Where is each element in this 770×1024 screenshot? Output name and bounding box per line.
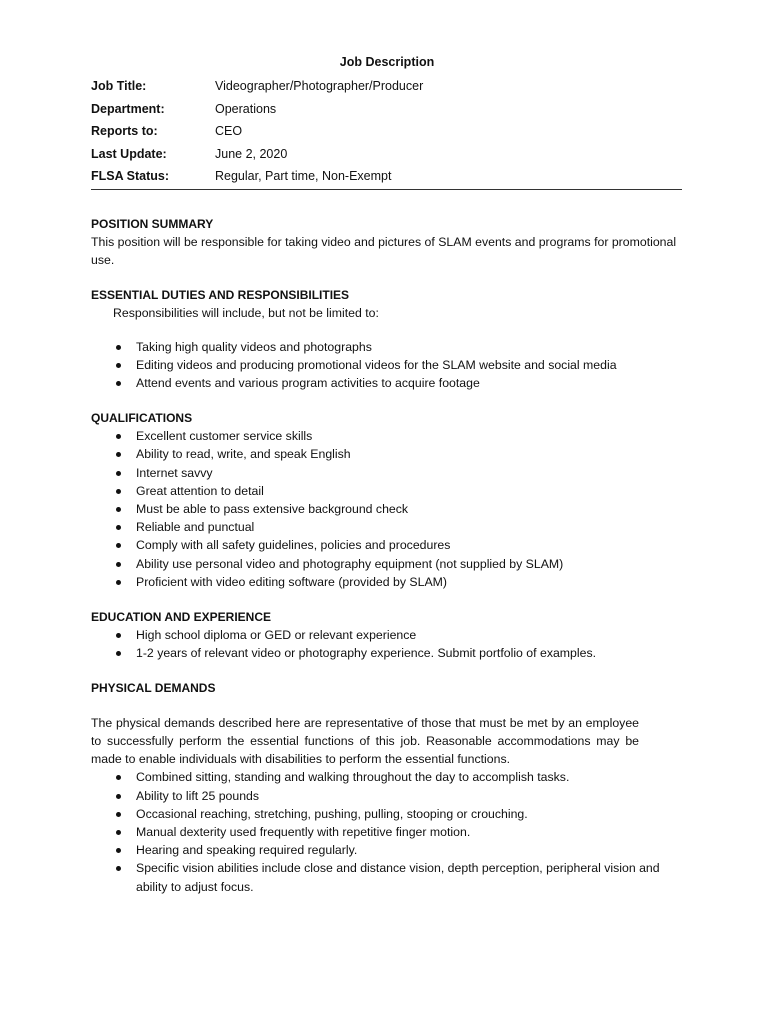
list-item	[91, 859, 683, 895]
bullet-icon	[116, 651, 121, 656]
list-item-text: Excellent customer service skills	[136, 429, 313, 444]
bullet-icon	[116, 580, 121, 585]
list-item-text: Ability use personal video and photography equipment (not supplied by SLAM)	[136, 556, 564, 571]
bullet-icon	[116, 489, 121, 494]
document-title: Job Description	[339, 55, 435, 69]
document-content	[91, 53, 683, 896]
section-paragraph: The physical demands described here are representative of those that must be met by an employee to successfully perform the essential functions of this job. Reasonable accommodations may be made to enable individuals with disabilities to perform the essential functions.	[91, 716, 639, 767]
position-summary-section	[91, 215, 683, 269]
list-item-text: Proficient with video editing software (provided by SLAM)	[136, 574, 447, 589]
list-item	[91, 555, 683, 573]
list-item-text: Ability to lift 25 pounds	[136, 788, 260, 803]
list-item-text: Comply with all safety guidelines, policies and procedures	[136, 538, 451, 553]
meta-label: FLSA Status:	[91, 169, 170, 183]
bullet-icon	[116, 794, 121, 799]
meta-label: Department:	[91, 101, 165, 116]
education-section	[91, 608, 683, 662]
section-heading: QUALIFICATIONS	[91, 411, 193, 426]
list-item	[91, 338, 683, 356]
list-item-text: Taking high quality videos and photographs	[136, 339, 372, 354]
qualifications-section	[91, 409, 683, 591]
bullet-icon	[116, 381, 121, 386]
meta-value: CEO	[215, 124, 243, 138]
bullet-icon	[116, 866, 121, 871]
meta-label: Reports to:	[91, 124, 158, 138]
bullet-icon	[116, 830, 121, 835]
section-heading: PHYSICAL DEMANDS	[91, 681, 216, 696]
bullet-icon	[116, 471, 121, 476]
section-intro: Responsibilities will include, but not be limited to:	[113, 305, 379, 320]
list-item-text: Specific vision abilities include close and distance vision, depth perception, peripheral vision and ability to adjust focus.	[136, 861, 660, 894]
list-item-text: Editing videos and producing promotional videos for the SLAM website and social media	[136, 357, 617, 372]
bullet-list	[91, 338, 683, 393]
list-item-text: Great attention to detail	[136, 483, 264, 498]
meta-row-department	[91, 98, 683, 121]
meta-label: Last Update:	[91, 146, 167, 161]
list-item	[91, 464, 683, 482]
meta-row-job-title	[91, 75, 683, 98]
bullet-icon	[116, 562, 121, 567]
list-item	[91, 805, 683, 823]
list-item	[91, 374, 683, 392]
job-meta-table	[91, 75, 683, 188]
list-item	[91, 768, 683, 786]
bullet-icon	[116, 812, 121, 817]
bullet-icon	[116, 848, 121, 853]
bullet-list	[91, 427, 683, 591]
bullet-icon	[116, 434, 121, 439]
bullet-icon	[116, 345, 121, 350]
list-item-text: Must be able to pass extensive background check	[136, 501, 409, 516]
list-item-text: Combined sitting, standing and walking throughout the day to accomplish tasks.	[136, 770, 570, 785]
list-item	[91, 573, 683, 591]
list-item	[91, 536, 683, 554]
list-item-text: Attend events and various program activities to acquire footage	[136, 375, 480, 390]
list-item-text: 1-2 years of relevant video or photography experience. Submit portfolio of examples.	[136, 646, 597, 661]
list-item	[91, 644, 683, 662]
list-item-text: Occasional reaching, stretching, pushing, pulling, stooping or crouching.	[136, 806, 528, 821]
list-item	[91, 518, 683, 536]
list-item	[91, 823, 683, 841]
essential-duties-section	[91, 286, 683, 393]
list-item	[91, 427, 683, 445]
list-item-text: Internet savvy	[136, 465, 213, 480]
list-item	[91, 482, 683, 500]
meta-row-flsa-status	[91, 165, 683, 188]
bullet-icon	[116, 452, 121, 457]
meta-value: Operations	[215, 101, 277, 116]
list-item-text: Manual dexterity used frequently with repetitive finger motion.	[136, 824, 471, 839]
section-paragraph: This position will be responsible for taking video and pictures of SLAM events and programs for promotional use.	[91, 234, 677, 267]
meta-row-last-update	[91, 143, 683, 166]
bullet-icon	[116, 543, 121, 548]
meta-label: Job Title:	[91, 79, 147, 93]
meta-value: Regular, Part time, Non-Exempt	[215, 169, 392, 183]
section-heading: EDUCATION AND EXPERIENCE	[91, 609, 272, 624]
list-item-text: Ability to read, write, and speak English	[136, 447, 351, 462]
bullet-list	[91, 768, 683, 895]
bullet-icon	[116, 507, 121, 512]
section-heading: POSITION SUMMARY	[91, 216, 214, 231]
bullet-list	[91, 626, 683, 662]
list-item	[91, 356, 683, 374]
header-divider	[91, 189, 682, 190]
bullet-icon	[116, 363, 121, 368]
section-heading: ESSENTIAL DUTIES AND RESPONSIBILITIES	[91, 287, 350, 302]
bullet-icon	[116, 775, 121, 780]
bullet-icon	[116, 525, 121, 530]
list-item-text: Reliable and punctual	[136, 520, 255, 535]
list-item	[91, 787, 683, 805]
list-item	[91, 626, 683, 644]
list-item	[91, 500, 683, 518]
list-item	[91, 445, 683, 463]
physical-demands-section	[91, 679, 683, 895]
list-item-text: High school diploma or GED or relevant experience	[136, 627, 417, 642]
bullet-icon	[116, 633, 121, 638]
list-item-text: Hearing and speaking required regularly.	[136, 843, 358, 858]
meta-value: June 2, 2020	[215, 146, 288, 161]
meta-row-reports-to	[91, 120, 683, 143]
meta-value: Videographer/Photographer/Producer	[215, 79, 424, 93]
list-item	[91, 841, 683, 859]
